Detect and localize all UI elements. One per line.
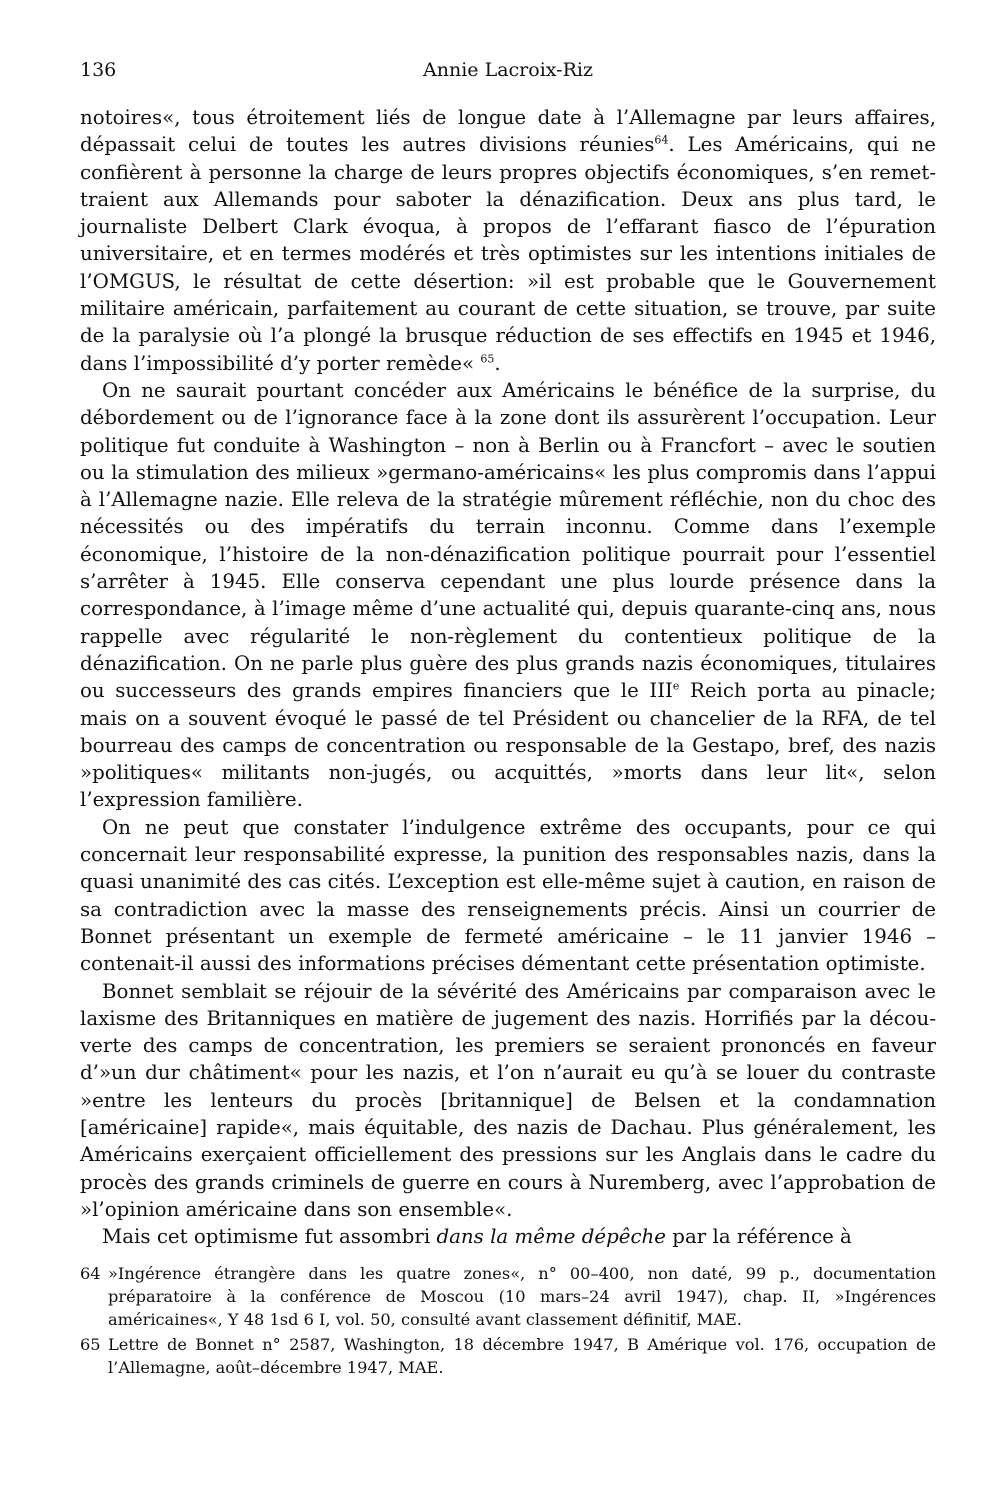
- footnote-reference: e: [672, 679, 680, 693]
- footnote-number: 64: [80, 1264, 101, 1284]
- footnote: [80, 1262, 936, 1331]
- paragraph: [80, 1223, 936, 1250]
- text-run: par la référence à: [666, 1225, 852, 1249]
- footnote-text: »Ingérence étrangère dans les quatre zones«, n° 00–400, non daté, 99 p., documentation préparatoire à la conférence de Moscou (10 mars–24 avril 1947), chap. II, »Ingérences américaines«, Y 48 1sd 6 I, vol. 50, consulté avant classement définitif, MAE.: [108, 1264, 936, 1330]
- footnote-reference: 65: [480, 352, 495, 366]
- footnote-reference: 64: [654, 133, 669, 147]
- running-header: [80, 52, 936, 92]
- page-number: 136: [80, 59, 117, 81]
- text-run: notoires«, tous étroitement liés de longue date à l’Allemagne par leurs affaires, dépassait celui de toutes les autres divisions réunies: [80, 106, 936, 157]
- text-run: On ne saurait pourtant concéder aux Américains le bénéfice de la surprise, du débordement ou de l’ignorance face à la zone dont ils assurèrent l’occupation. Leur politique fut conduite à Washington – non à Berlin ou à Francfort – avec le soutien ou la stimulation des milieux »germano-américains« les plus compromis dans l’appui à l’Allemagne nazie. Elle releva de la stratégie mûrement réfléchie, non du choc des nécessités ou des impératifs du terrain inconnu. Comme dans l’exemple économique, l’histoire de la non-dénazification politique pourrait pour l’essentiel s’arrêter à 1945. Elle conserva cependant une plus lourde présence dans la correspondance, à l’image même d’une actualité qui, depuis quarante-cinq ans, nous rappelle avec régularité le non-règlement du contentieux politique de la dénazification. On ne parle plus guère des plus grands nazis économiques, titulaires ou successeurs des grands empires financiers que le III: [80, 378, 936, 703]
- footnote: [80, 1333, 936, 1379]
- body-text: [80, 104, 936, 1250]
- paragraph: [80, 978, 936, 1224]
- text-run: .: [494, 351, 501, 375]
- footnotes: [80, 1262, 936, 1379]
- document-page: [80, 52, 936, 1381]
- paragraph: [80, 814, 936, 978]
- text-run: On ne peut que constater l’indulgence extrême des occupants, pour ce qui concernait leur responsabilité expresse, la punition des responsables nazis, dans la quasi unanimité des cas cités. L’exception est elle-même sujet à caution, en raison de sa contradiction avec la masse des renseignements précis. Ainsi un courrier de Bonnet présentant un exemple de fermeté américaine – le 11 janvier 1946 – contenait-il aussi des informations précises démentant cette présentation optimiste.: [80, 815, 936, 976]
- footnote-number: 65: [80, 1335, 101, 1355]
- text-run: Bonnet semblait se réjouir de la sévérité des Américains par comparaison avec le laxisme des Britanniques en matière de jugement des nazis. Horrifiés par la découverte des camps de concentration, les premiers se seraient prononcés en faveur d’»un dur châtiment« pour les nazis, et l’on n’aurait eu qu’à se louer du contraste »entre les lenteurs du procès [britannique] de Belsen et la condamnation [américaine] rapide«, mais équitable, des nazis de Dachau. Plus généralement, les Américains exerçaient officiellement des pressions sur les Anglais dans le cadre du procès des grands criminels de guerre en cours à Nuremberg, avec l’approbation de »l’opinion américaine dans son ensemble«.: [80, 979, 936, 1221]
- paragraph: [80, 377, 936, 814]
- text-run: . Les Américains, qui ne confièrent à personne la charge de leurs propres objectifs économiques, s’en remettraient aux Allemands pour saboter la dénazification. Deux ans plus tard, le journaliste Delbert Clark évoqua, à propos de l’effarant fiasco de l’épuration universitaire, et en termes modérés et très optimistes sur les intentions initiales de l’OMGUS, le résultat de cette désertion: »il est probable que le Gouvernement militaire américain, parfaitement au courant de cette situation, se trouve, par suite de la paralysie où l’a plongé la brusque réduction de ses effectifs en 1945 et 1946, dans l’impossibilité d’y porter remède«: [80, 133, 936, 375]
- paragraph: [80, 104, 936, 377]
- text-run: Mais cet optimisme fut assombri: [102, 1225, 437, 1249]
- italic-text: dans la même dépêche: [436, 1225, 666, 1249]
- running-title: Annie Lacroix-Riz: [423, 59, 593, 81]
- text-run: Reich porta au pinacle; mais on a souvent évoqué le passé de tel Président ou chancelier de la RFA, de tel bourreau des camps de concentration ou responsable de la Gestapo, bref, des nazis »politiques« militants non-jugés, ou acquittés, »morts dans leur lit«, selon l’expression familière.: [80, 679, 937, 812]
- footnote-text: Lettre de Bonnet n° 2587, Washington, 18 décembre 1947, B Amérique vol. 176, occupation de l’Allemagne, août–décembre 1947, MAE.: [108, 1335, 936, 1378]
